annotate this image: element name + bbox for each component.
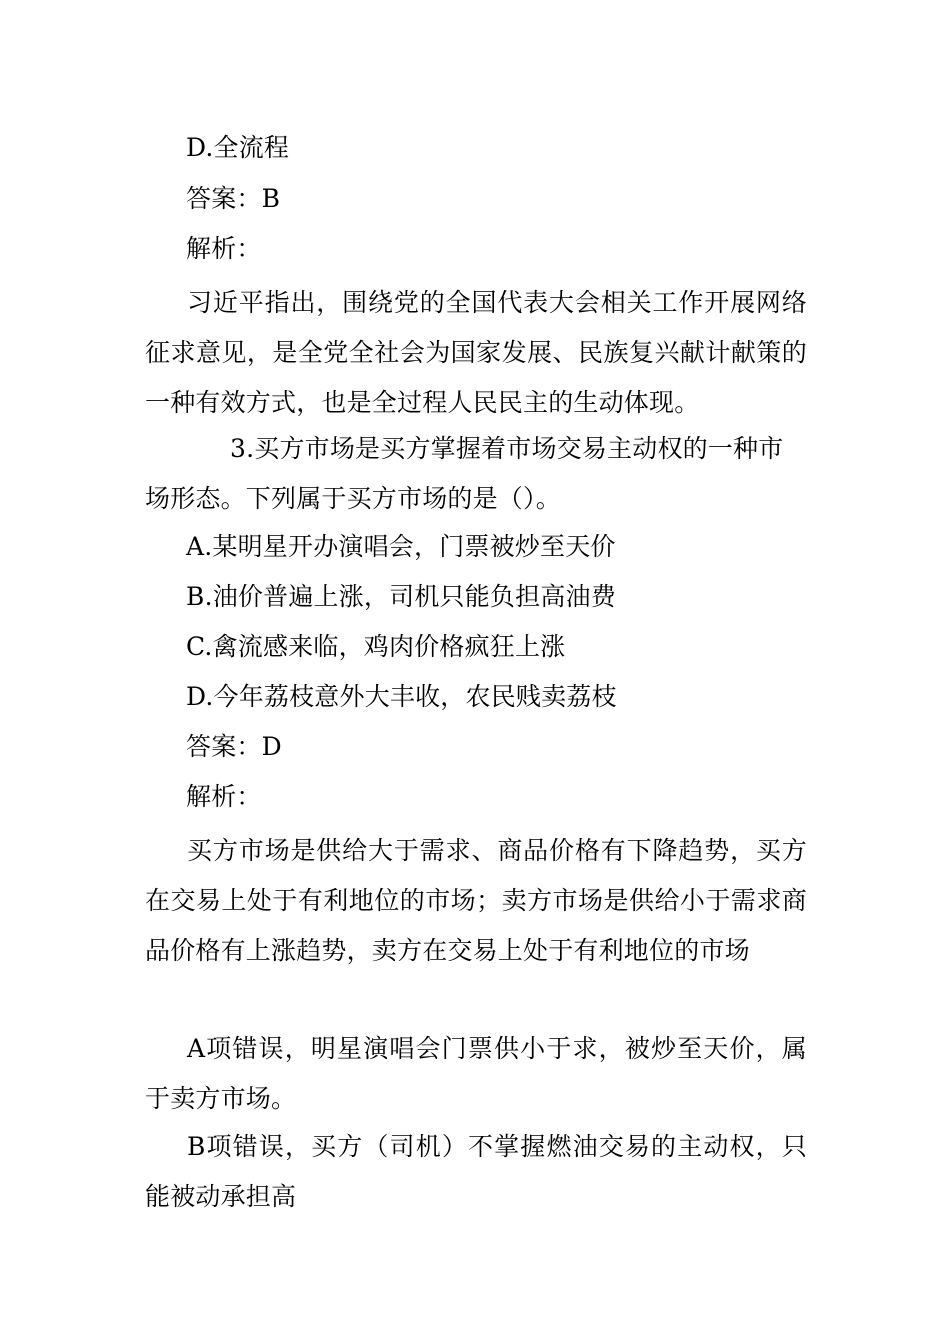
- q2-analysis-block: [145, 278, 807, 428]
- q3-explain-a: A项错误，明星演唱会门票供小于求，被炒至天价，属于卖方市场。: [145, 1034, 807, 1113]
- q2-analysis-text: 习近平指出，围绕党的全国代表大会相关工作开展网络征求意见，是全党全社会为国家发展、民族复兴献计献策的一种有效方式，也是全过程人民民主的生动体现。: [145, 288, 807, 417]
- q3-analysis-block: [145, 826, 807, 976]
- q3-question-line-1: 3.买方市场是买方掌握着市场交易主动权的一种市: [230, 434, 784, 463]
- q3-option-b: B.油价普遍上涨，司机只能负担高油费: [186, 582, 616, 611]
- q2-analysis-label: 解析：: [186, 234, 262, 263]
- q2-answer: 答案：B: [186, 184, 281, 213]
- q3-question-line-2: 场形态。下列属于买方市场的是（）。: [145, 484, 561, 513]
- q3-option-a: A.某明星开办演唱会，门票被炒至天价: [186, 532, 616, 561]
- q3-answer: 答案：D: [186, 732, 282, 761]
- q3-analysis-text: 买方市场是供给大于需求、商品价格有下降趋势，买方在交易上处于有利地位的市场；卖方市场是供给小于需求商品价格有上涨趋势，卖方在交易上处于有利地位的市场: [145, 836, 807, 965]
- q3-explain-b-block: [145, 1122, 807, 1222]
- q3-option-c: C.禽流感来临，鸡肉价格疯狂上涨: [186, 632, 566, 661]
- q3-explain-b: B项错误，买方（司机）不掌握燃油交易的主动权，只能被动承担高: [145, 1132, 807, 1211]
- q2-option-d: D.全流程: [186, 133, 290, 162]
- q3-option-d: D.今年荔枝意外大丰收，农民贱卖荔枝: [186, 682, 617, 711]
- q3-explain-a-block: [145, 1024, 807, 1124]
- q3-analysis-label: 解析：: [186, 782, 262, 811]
